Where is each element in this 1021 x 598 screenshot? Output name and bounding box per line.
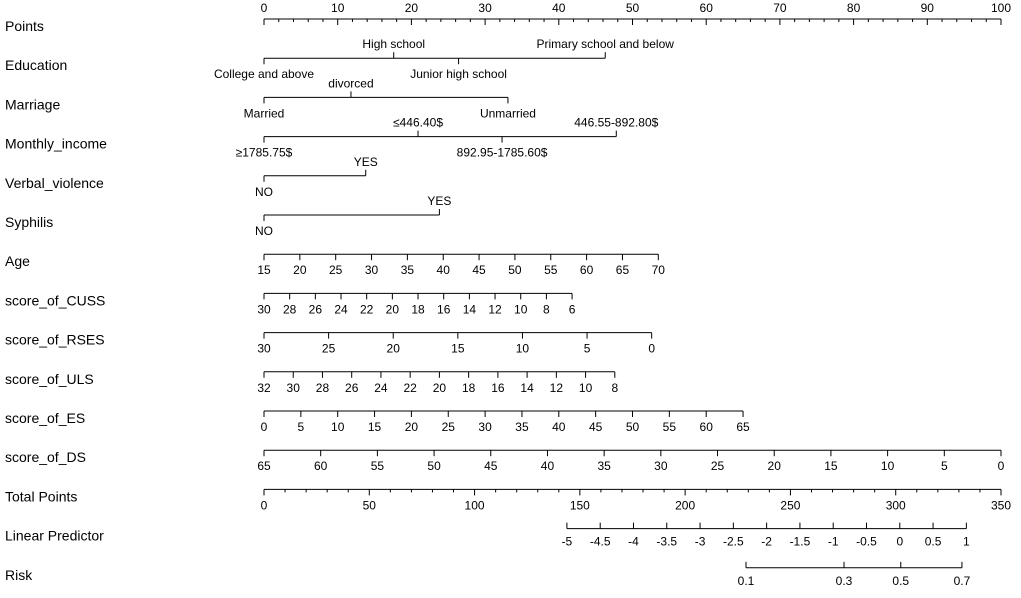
row-label-syphilis: Syphilis: [5, 214, 54, 230]
row-label-score-of-cuss: score_of_CUSS: [5, 292, 106, 309]
row-label-monthly-income: Monthly_income: [5, 135, 107, 152]
row-label-verbal-violence: Verbal_violence: [5, 174, 104, 191]
category-label-syphilis: NO: [255, 224, 273, 238]
tick-label-score-of-rses: 10: [515, 341, 530, 356]
tick-label-score-of-es: 45: [588, 420, 603, 434]
tick-label-score-of-es: 40: [552, 420, 566, 434]
tick-label-linear-predictor: -1: [827, 534, 839, 549]
tick-label-score-of-es: 50: [625, 420, 640, 434]
tick-label-score-of-uls: 24: [374, 380, 388, 395]
category-label-education: Junior high school: [410, 67, 507, 82]
tick-label-age: 30: [364, 263, 379, 278]
tick-label-score-of-es: 65: [736, 420, 750, 434]
tick-label-score-of-uls: 32: [257, 380, 271, 395]
tick-label-score-of-uls: 22: [403, 380, 417, 395]
tick-label-age: 70: [651, 263, 665, 278]
tick-label-score-of-cuss: 10: [514, 302, 528, 317]
tick-label-score-of-es: 20: [404, 420, 419, 434]
row-label-score-of-ds: score_of_DS: [5, 449, 86, 466]
tick-label-score-of-cuss: 30: [257, 302, 271, 317]
tick-label-linear-predictor: -4: [628, 534, 639, 549]
row-label-total-points: Total Points: [5, 488, 78, 505]
tick-label-score-of-uls: 8: [611, 380, 619, 395]
tick-label-age: 35: [400, 263, 415, 278]
tick-label-score-of-ds: 15: [824, 459, 838, 474]
category-label-verbal-violence: YES: [353, 154, 378, 169]
tick-label-score-of-es: 30: [478, 420, 492, 434]
category-label-monthly-income: ≤446.40$: [393, 115, 444, 130]
tick-label-linear-predictor: -2.5: [723, 534, 744, 549]
tick-label-score-of-rses: 20: [386, 341, 400, 356]
tick-label-linear-predictor: -1.5: [789, 534, 811, 549]
tick-label-score-of-cuss: 26: [308, 302, 323, 317]
tick-label-score-of-uls: 20: [432, 380, 447, 395]
category-label-monthly-income: 892.95-1785.60$: [456, 145, 548, 160]
tick-label-risk: 0.5: [892, 573, 910, 588]
tick-label-score-of-uls: 10: [578, 380, 593, 395]
tick-label-age: 45: [472, 263, 486, 278]
tick-label-score-of-ds: 50: [427, 459, 441, 474]
tick-label-score-of-uls: 18: [461, 380, 476, 395]
tick-label-score-of-ds: 45: [484, 459, 498, 474]
tick-label-score-of-ds: 65: [257, 459, 271, 474]
tick-label-total-points: 200: [675, 498, 696, 513]
tick-label-points: 30: [478, 1, 492, 15]
tick-label-score-of-ds: 5: [940, 459, 948, 474]
category-label-marriage: Married: [243, 106, 285, 121]
tick-label-score-of-ds: 60: [314, 459, 328, 474]
tick-label-score-of-uls: 30: [286, 380, 300, 395]
tick-label-score-of-cuss: 16: [437, 302, 451, 317]
tick-label-score-of-uls: 26: [345, 380, 359, 395]
tick-label-score-of-es: 10: [331, 420, 345, 434]
tick-label-score-of-ds: 35: [597, 459, 611, 474]
tick-label-age: 15: [257, 263, 271, 278]
tick-label-points: 20: [404, 1, 419, 15]
row-label-score-of-rses: score_of_RSES: [5, 331, 105, 348]
tick-label-score-of-es: 55: [662, 420, 677, 434]
tick-label-risk: 0.3: [835, 573, 853, 588]
category-label-monthly-income: 446.55-892.80$: [574, 115, 659, 130]
tick-label-linear-predictor: -3.5: [656, 534, 678, 549]
category-label-education: Primary school and below: [536, 37, 674, 52]
tick-label-score-of-es: 15: [367, 420, 382, 434]
tick-label-age: 55: [544, 263, 558, 278]
tick-label-total-points: 350: [990, 498, 1012, 513]
tick-label-score-of-es: 0: [260, 420, 268, 434]
tick-label-risk: 0.1: [737, 573, 755, 588]
tick-label-score-of-ds: 40: [540, 459, 555, 474]
tick-label-points: 10: [331, 1, 345, 15]
tick-label-score-of-uls: 14: [520, 380, 534, 395]
tick-label-points: 100: [990, 1, 1012, 15]
tick-label-score-of-es: 60: [699, 420, 713, 434]
tick-label-score-of-cuss: 28: [282, 302, 297, 317]
tick-label-score-of-rses: 5: [583, 341, 591, 356]
row-label-linear-predictor: Linear Predictor: [5, 527, 104, 544]
tick-label-points: 50: [625, 1, 640, 15]
tick-label-score-of-uls: 12: [549, 380, 564, 395]
tick-label-linear-predictor: 1: [963, 534, 970, 549]
category-label-marriage: Unmarried: [479, 106, 536, 121]
tick-label-linear-predictor: -5: [561, 534, 573, 549]
tick-label-total-points: 100: [464, 498, 485, 513]
tick-label-score-of-cuss: 12: [488, 302, 502, 317]
category-label-syphilis: YES: [427, 194, 452, 208]
row-label-age: Age: [5, 253, 30, 270]
tick-label-score-of-cuss: 22: [360, 302, 374, 317]
tick-label-linear-predictor: -3: [694, 534, 706, 549]
tick-label-linear-predictor: 0.5: [924, 534, 942, 549]
tick-label-total-points: 150: [569, 498, 590, 513]
tick-label-score-of-ds: 10: [880, 459, 895, 474]
tick-label-linear-predictor: -2: [761, 534, 772, 549]
row-label-marriage: Marriage: [5, 96, 61, 113]
row-label-education: Education: [5, 57, 68, 74]
tick-label-age: 65: [615, 263, 630, 278]
tick-label-linear-predictor: 0: [896, 534, 904, 549]
tick-label-score-of-cuss: 8: [543, 302, 550, 317]
tick-label-total-points: 50: [362, 498, 376, 513]
tick-label-score-of-rses: 30: [257, 341, 271, 356]
tick-label-age: 60: [579, 263, 594, 278]
tick-label-points: 70: [773, 1, 787, 15]
tick-label-total-points: 250: [780, 498, 801, 513]
tick-label-score-of-rses: 15: [451, 341, 465, 356]
tick-label-score-of-ds: 20: [767, 459, 781, 474]
row-label-risk: Risk: [5, 566, 33, 583]
tick-label-points: 40: [552, 1, 566, 15]
tick-label-score-of-es: 5: [297, 420, 305, 434]
tick-label-score-of-cuss: 18: [411, 302, 425, 317]
tick-label-score-of-ds: 0: [997, 459, 1005, 474]
tick-label-score-of-uls: 28: [315, 380, 330, 395]
tick-label-score-of-uls: 16: [491, 380, 505, 395]
row-label-points: Points: [5, 18, 44, 34]
tick-label-score-of-rses: 25: [321, 341, 336, 356]
tick-label-score-of-es: 35: [515, 420, 529, 434]
row-label-score-of-uls: score_of_ULS: [5, 370, 94, 387]
tick-label-risk: 0.7: [953, 573, 971, 588]
tick-label-score-of-rses: 0: [648, 341, 656, 356]
tick-label-age: 50: [508, 263, 522, 278]
category-label-monthly-income: ≥1785.75$: [235, 145, 293, 160]
tick-label-score-of-ds: 55: [370, 459, 385, 474]
tick-label-score-of-ds: 25: [710, 459, 725, 474]
row-label-score-of-es: score_of_ES: [5, 410, 86, 426]
tick-label-age: 25: [329, 263, 343, 278]
tick-label-score-of-cuss: 6: [568, 302, 576, 317]
category-label-verbal-violence: NO: [255, 184, 273, 199]
tick-label-total-points: 0: [260, 498, 268, 513]
tick-label-age: 40: [436, 263, 450, 278]
category-label-education: High school: [362, 37, 426, 52]
tick-label-total-points: 300: [885, 498, 906, 513]
tick-label-linear-predictor: -0.5: [856, 534, 877, 549]
tick-label-score-of-ds: 30: [654, 459, 668, 474]
tick-label-linear-predictor: -4.5: [589, 534, 611, 549]
tick-label-points: 0: [260, 1, 268, 15]
tick-label-age: 20: [293, 263, 307, 278]
tick-label-score-of-cuss: 20: [385, 302, 400, 317]
tick-label-score-of-es: 25: [441, 420, 455, 434]
tick-label-points: 90: [920, 1, 934, 15]
tick-label-score-of-cuss: 24: [334, 302, 348, 317]
category-label-education: College and above: [213, 67, 315, 82]
category-label-marriage: divorced: [328, 76, 374, 91]
tick-label-points: 60: [699, 1, 713, 15]
tick-label-points: 80: [846, 1, 861, 15]
tick-label-score-of-cuss: 14: [462, 302, 477, 317]
